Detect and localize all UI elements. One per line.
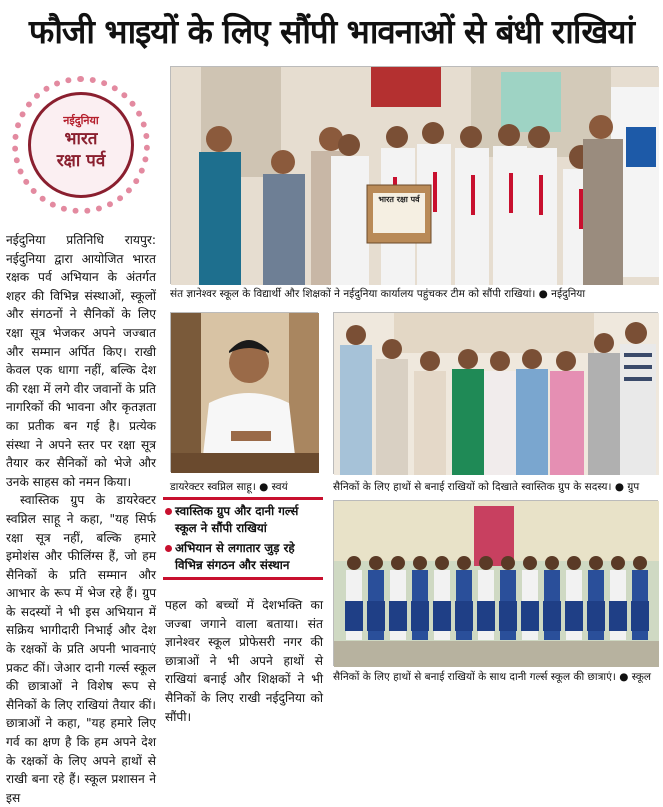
student-head (391, 556, 405, 570)
student-head (633, 556, 647, 570)
logo-brand: नईदुनिया (63, 114, 99, 127)
left-para-1: नईदुनिया प्रतिनिधि रायपुर: नईदुनिया द्वारा आयोजित भारत रक्षक पर्व अभियान के अंतर्गत शहर की विभिन्न संस्थाओं, स्कूलों और संगठनों ने सैनिकों के लिए रक्षा सूत्र भेजकर अपने जज्बात और सम्मान अर्पित किए। राखी केवल एक धागा नहीं, बल्कि देश की रक्षा में लगे वीर जवानों के प्रति नागरिकों की भावना और कृतज्ञता का प्रतीक बन गई है। प्रत्येक संस्था ने अपने स्तर पर रक्षा सूत्र तैयार कर सैनिकों को भेजे और उनके साहस को नमन किया। (6, 233, 156, 489)
school-photo-illustration (334, 501, 659, 667)
student-skirt (411, 601, 429, 631)
middle-column (165, 596, 323, 724)
student-skirt (477, 601, 495, 631)
student-skirt (565, 601, 583, 631)
bharat-raksha-parv-logo (6, 70, 156, 220)
student-skirt (389, 601, 407, 631)
student-skirt (609, 601, 627, 631)
highlight-item (163, 540, 323, 574)
student-head (523, 556, 537, 570)
student-head (479, 556, 493, 570)
highlight-text: अभियान से लगातार जुड़ रहे विभिन्न संगठन और संस्थान (175, 541, 295, 572)
logo-line-1: भारत (64, 129, 98, 149)
group-photo-caption: सैनिकों के लिए हाथों से बनाई राखियों को दिखाते स्वास्तिक ग्रुप के सदस्य। ● ग्रुप (333, 481, 640, 493)
portrait-photo (170, 312, 318, 472)
left-para-2: स्वास्तिक ग्रुप के डायरेक्टर स्वप्निल साहू ने कहा, "यह सिर्फ रक्षा सूत्र नहीं, बल्कि हमारे इमोशंस और फीलिंग्स हैं, जो हम सैनिकों के प्रति सम्मान और आभार के रूप में भेज रहे हैं। ग्रुप के सदस्यों ने भी इस अभियान में सक्रिय भागीदारी निभाई और देश के रक्षकों के प्रति अपनी भावनाएं प्रकट कीं। जेआर दानी गर्ल्स स्कूल की छात्राओं ने विशेष रूप से सैनिकों के लिए राखियां तैयार कीं। छात्राओं ने कहा, "यह हमारे लिए गर्व का क्षण है कि हम अपने देश के रक्षकों के लिए अपने हाथों से राखी बना रहे हैं। स्कूल प्रशासन ने इस (6, 493, 156, 805)
school-photo-caption: सैनिकों के लिए हाथों से बनाई राखियों के साथ दानी गर्ल्स स्कूल की छात्राएं। ● स्कूल (333, 671, 652, 683)
logo-badge (28, 92, 134, 198)
highlights-bottom-rule (163, 577, 323, 580)
student-skirt (345, 601, 363, 631)
student-head (435, 556, 449, 570)
bullet-dot (165, 508, 172, 515)
student-head (457, 556, 471, 570)
student-head (413, 556, 427, 570)
logo-line-2: रक्षा पर्व (56, 151, 106, 171)
student-head (501, 556, 515, 570)
portrait-illustration (171, 313, 319, 473)
bullet-dot (165, 545, 172, 552)
portrait-caption: डायरेक्टर स्वप्निल साहू। ● स्वयं (170, 481, 288, 493)
top-photo-caption: संत ज्ञानेश्वर स्कूल के विद्यार्थी और शिक्षकों ने नईदुनिया कार्यालय पहुंचकर टीम को सौंपी राखियां। ● नईदुनिया (170, 288, 586, 300)
highlight-text: स्वास्तिक ग्रुप और दानी गर्ल्स स्कूल ने सौंपी राखियां (175, 504, 299, 535)
group-photo (333, 312, 658, 474)
group-photo-illustration (334, 313, 659, 475)
student-head (567, 556, 581, 570)
student-skirt (367, 601, 385, 631)
highlight-item (163, 503, 323, 537)
highlights-top-rule (163, 497, 323, 500)
student-skirt (433, 601, 451, 631)
highlights-box (163, 497, 323, 589)
raksha-box-label: भारत रक्षा पर्व (378, 195, 420, 204)
student-head (545, 556, 559, 570)
student-head (369, 556, 383, 570)
student-skirt (543, 601, 561, 631)
left-column (6, 231, 156, 805)
student-skirt (587, 601, 605, 631)
student-head (589, 556, 603, 570)
student-head (347, 556, 361, 570)
top-photo-illustration (171, 67, 659, 285)
middle-para: पहल को बच्चों में देशभक्ति का जज्बा जगाने वाला बताया। संत ज्ञानेश्वर स्कूल प्रोफेसरी नगर की छात्राओं ने भी अपने हाथों से राखियां बनाई और शिक्षकों ने भी सैनिकों के लिए राखी नईदुनिया को सौंपी। (165, 598, 323, 724)
headline: फौजी भाइयों के लिए सौंपी भावनाओं से बंधी राखियां (28, 12, 635, 51)
student-head (611, 556, 625, 570)
top-photo (170, 66, 658, 284)
student-skirt (455, 601, 473, 631)
student-skirt (521, 601, 539, 631)
student-skirt (631, 601, 649, 631)
school-photo (333, 500, 658, 666)
student-skirt (499, 601, 517, 631)
